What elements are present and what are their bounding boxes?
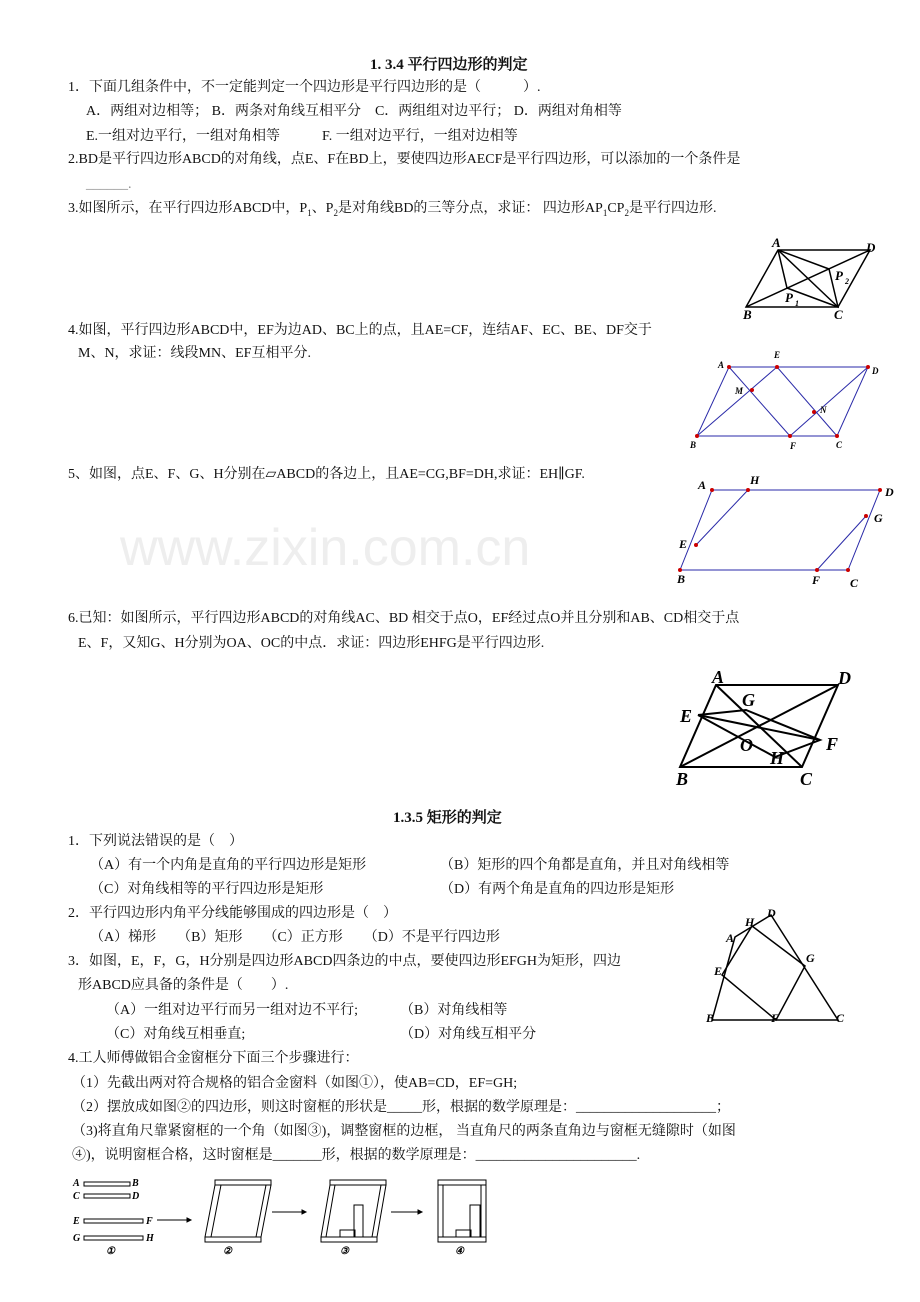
label-a: A <box>73 1178 80 1189</box>
label-e: E <box>774 350 781 360</box>
step-3: ④)，说明窗框合格，这时窗框是_______形，根据的数学原理是：_______________________. <box>72 1148 641 1163</box>
answer-blank: ______. <box>86 177 132 192</box>
label-g: G <box>73 1233 81 1244</box>
label-p2-sub: 2 <box>845 277 849 286</box>
question-1: 1．下面几组条件中，不一定能判定一个四边形是平行四边形的是（ ）. <box>68 80 541 95</box>
label-d: D <box>866 240 876 255</box>
label-d: D <box>132 1191 140 1202</box>
label-f: F <box>812 573 821 587</box>
question-2: 2.BD是平行四边形ABCD的对角线，点E、F在BD上，要使四边形AECF是平行四边形，可以添加的一个条件是 <box>68 152 741 167</box>
option-c: （C）对角线互相垂直; <box>106 1027 246 1042</box>
label-g: G <box>742 690 755 710</box>
label-c: C <box>834 307 843 322</box>
question-5: 5、如图，点E、F、G、H分别在▱ABCD的各边上，且AE=CG,BF=DH,求证：EH∥GF. <box>68 467 585 482</box>
option-d: （D）有两个角是直角的四边形是矩形 <box>440 882 675 897</box>
label-g: G <box>874 511 883 525</box>
option-d: （D）对角线互相平分 <box>400 1027 537 1042</box>
option-a: （A）有一个内角是直角的平行四边形是矩形 <box>90 858 367 873</box>
label-f: F <box>826 734 839 754</box>
label-b: B <box>743 307 752 322</box>
label-f: F <box>790 441 797 451</box>
section-title: 1. 3.4 平行四边形的判定 <box>370 57 528 73</box>
question-2-options: （A）梯形 （B）矩形 （C）正方形 （D）不是平行四边形 <box>90 930 500 945</box>
option-a: （A）一组对边平行而另一组对边不平行; <box>106 1003 358 1018</box>
label-c: C <box>73 1191 80 1202</box>
label-a: A <box>718 360 725 370</box>
question-6: 6.已知：如图所示，平行四边形ABCD的对角线AC、BD 相交于点O，EF经过点O并且分别和AB、CD相交于点 <box>68 611 740 626</box>
question-1: 1．下列说法错误的是（ ） <box>68 834 243 849</box>
label-e: E <box>714 964 723 978</box>
label-b: B <box>676 769 689 789</box>
label-c: C <box>850 576 859 590</box>
question-4: 4.如图，平行四边形ABCD中，EF为边AD、BC上的点，且AE=CF，连结AF、EC、BE、DF交于 <box>68 323 652 338</box>
label-h: H <box>745 915 755 929</box>
label-c: C <box>836 1011 845 1025</box>
label-e: E <box>680 706 693 726</box>
label-a: A <box>698 478 707 492</box>
label-a: A <box>772 235 781 250</box>
label-d: D <box>767 906 776 920</box>
label-f: F <box>146 1216 153 1227</box>
option-b: （B）矩形的四个角都是直角，并且对角线相等 <box>440 858 730 873</box>
question-6: E、F，又知G、H分别为OA、OC的中点．求证：四边形EHFG是平行四边形. <box>78 636 545 651</box>
watermark: www.zixin.com.cn <box>120 519 531 577</box>
label-o: O <box>740 735 753 755</box>
label-p2: P <box>835 268 843 283</box>
label-b: B <box>706 1011 715 1025</box>
label-h: H <box>146 1233 154 1244</box>
label-n: N <box>820 405 827 415</box>
step-1: （1）先截出两对符合规格的铝合金窗料（如图①），使AB=CD，EF=GH; <box>72 1076 518 1091</box>
label-e: E <box>73 1216 80 1227</box>
label-a: A <box>712 667 725 687</box>
question-3: 形ABCD应具备的条件是（ ）. <box>78 978 289 993</box>
question-3: 3.如图所示，在平行四边形ABCD中，$P_1$、$P_2$是对角线BD的三等分点，求证： 四边形$AP_1CP_2$是平行四边形. <box>68 201 717 218</box>
label-a: A <box>726 931 735 945</box>
label-h: H <box>770 748 785 768</box>
label-p1: P <box>785 290 793 305</box>
label-e: E <box>679 537 688 551</box>
label-b: B <box>690 440 697 450</box>
label-d: D <box>838 668 851 688</box>
question-1-options: E.一组对边平行，一组对角相等 F. 一组对边平行，一组对边相等 <box>86 129 518 144</box>
figure-parallelogram-ehfg <box>680 685 838 767</box>
question-4: 4.工人师傅做铝合金窗框分下面三个步骤进行： <box>68 1051 359 1066</box>
label-b: B <box>132 1178 139 1189</box>
step-3: （3)将直角尺靠紧窗框的一个角（如图③)，调整窗框的边框， 当直角尺的两条直角边与窗框无缝隙时（如图 <box>72 1124 736 1139</box>
question-3: 3．如图，E，F，G，H分别是四边形ABCD四条边的中点，要使四边形EFGH为矩形，四边 <box>68 954 622 969</box>
figure-number-1: ① <box>106 1246 115 1257</box>
label-f: F <box>771 1011 780 1025</box>
figure-parallelogram-mn <box>697 367 868 436</box>
label-c: C <box>800 769 813 789</box>
figure-number-2: ② <box>223 1246 232 1257</box>
question-4: M、N，求证：线段MN、EF互相平分. <box>78 346 311 361</box>
label-p1-sub: 1 <box>795 299 799 308</box>
figure-window-frame-steps <box>84 1180 486 1242</box>
section-title: 1.3.5 矩形的判定 <box>393 810 502 826</box>
figure-number-3: ③ <box>340 1246 349 1257</box>
question-2: 2．平行四边形内角平分线能够围成的四边形是（ ） <box>68 906 397 921</box>
label-d: D <box>872 366 879 376</box>
option-b: （B）对角线相等 <box>400 1003 508 1018</box>
figure-parallelogram-efgh <box>680 490 880 570</box>
figure-number-4: ④ <box>455 1246 464 1257</box>
label-c: C <box>836 440 843 450</box>
label-b: B <box>677 572 686 586</box>
question-1-options: A．两组对边相等； B．两条对角线互相平分 C．两组组对边平行； D．两组对角相等 <box>86 104 622 119</box>
label-m: M <box>735 386 744 396</box>
figure-parallelogram-p1p2 <box>746 250 870 307</box>
label-d: D <box>885 485 894 499</box>
step-2: （2）摆放成如图②的四边形，则这时窗框的形状是_____形，根据的数学原理是：____________________； <box>72 1100 730 1115</box>
label-h: H <box>750 473 760 487</box>
label-g: G <box>806 951 815 965</box>
option-c: （C）对角线相等的平行四边形是矩形 <box>90 882 324 897</box>
